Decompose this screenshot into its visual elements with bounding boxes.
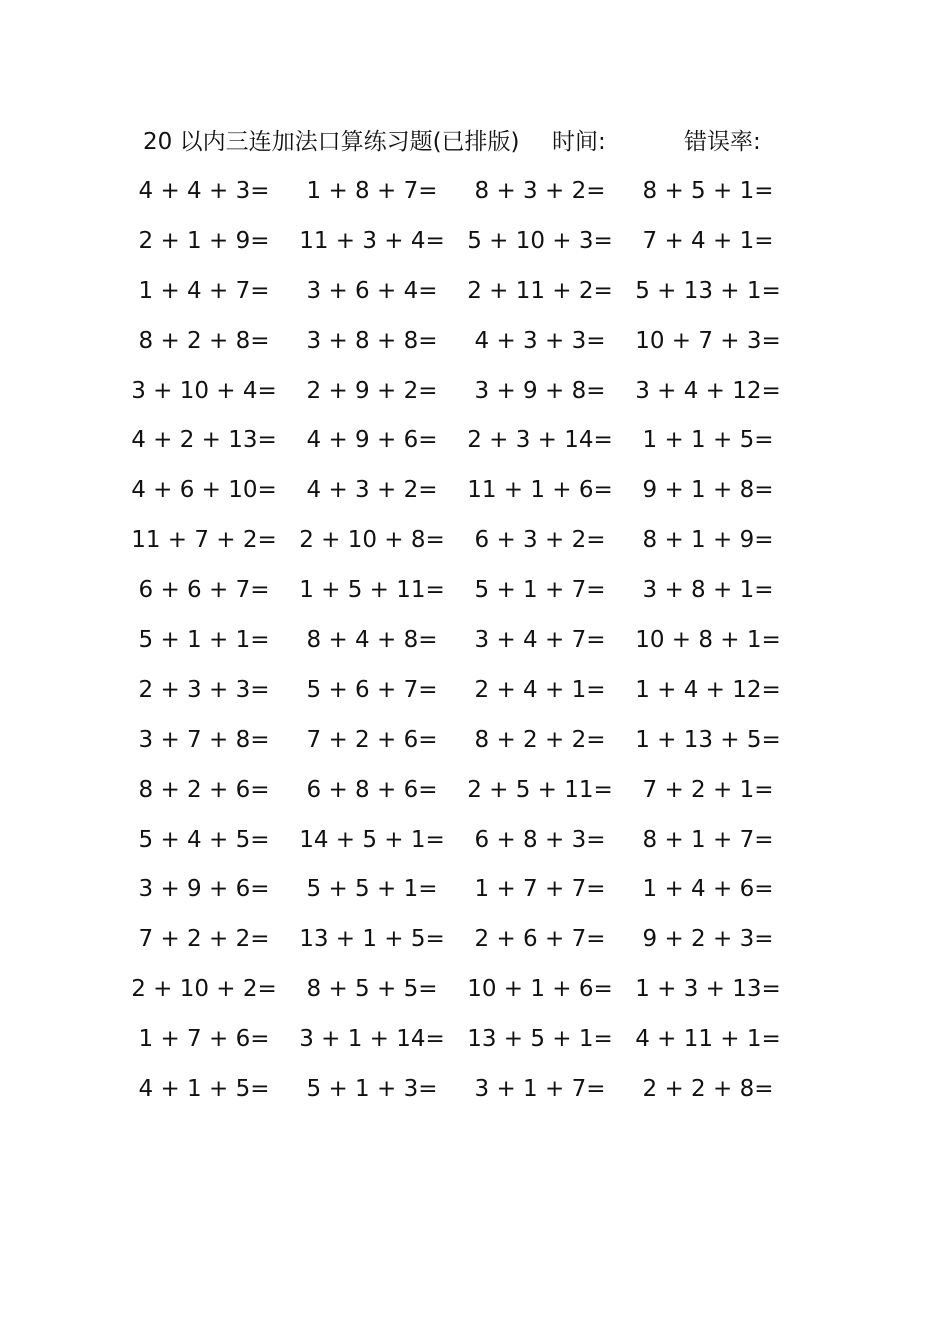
problem-row [120, 773, 800, 823]
math-problem: 1 + 4 + 7= [138, 277, 270, 304]
math-problem: 4 + 9 + 6= [306, 427, 438, 454]
math-problem: 11 + 7 + 2= [131, 527, 277, 554]
math-problem: 10 + 8 + 1= [635, 627, 781, 654]
math-problem: 4 + 4 + 3= [138, 178, 270, 204]
problem-row [120, 673, 800, 723]
problem-row [120, 723, 800, 773]
problem-row [120, 274, 800, 324]
math-problem: 4 + 1 + 5= [138, 1076, 270, 1103]
math-problem: 3 + 9 + 6= [138, 876, 270, 903]
math-problem: 4 + 11 + 1= [635, 1026, 781, 1053]
math-problem: 9 + 2 + 3= [642, 926, 774, 953]
problem-row [120, 623, 800, 673]
problem-row [120, 374, 800, 424]
math-problem: 2 + 4 + 1= [474, 676, 606, 703]
problem-row [120, 423, 800, 473]
math-problem: 5 + 5 + 1= [306, 876, 438, 903]
math-problem: 6 + 8 + 3= [474, 826, 606, 853]
problem-row [120, 224, 800, 274]
math-problem: 13 + 5 + 1= [467, 1026, 613, 1053]
math-problem: 1 + 4 + 12= [635, 676, 781, 703]
problem-row [120, 473, 800, 523]
math-problem: 2 + 3 + 14= [467, 427, 613, 454]
math-problem: 3 + 8 + 8= [306, 327, 438, 354]
math-problem: 7 + 2 + 1= [642, 776, 774, 803]
math-problem: 2 + 10 + 8= [299, 527, 445, 554]
problem-row [120, 1022, 800, 1072]
worksheet-title: 20 以内三连加法口算练习题(已排版) [143, 129, 520, 155]
time-label: 时间: [552, 129, 606, 155]
math-problem: 7 + 4 + 1= [642, 227, 774, 254]
math-problem: 11 + 1 + 6= [467, 477, 613, 504]
math-problem: 1 + 5 + 11= [299, 577, 445, 604]
math-problem: 8 + 4 + 8= [306, 627, 438, 654]
math-problem: 4 + 6 + 10= [131, 477, 277, 504]
math-problem: 4 + 2 + 13= [131, 427, 277, 454]
math-problem: 3 + 6 + 4= [306, 277, 438, 304]
math-problem: 2 + 6 + 7= [474, 926, 606, 953]
math-problem: 3 + 9 + 8= [474, 377, 606, 404]
math-problem: 3 + 1 + 14= [299, 1026, 445, 1053]
math-problem: 4 + 3 + 3= [474, 327, 606, 354]
problem-grid [120, 174, 800, 1122]
math-problem: 8 + 2 + 6= [138, 776, 270, 803]
math-problem: 6 + 3 + 2= [474, 527, 606, 554]
problem-row [120, 324, 800, 374]
math-problem: 1 + 13 + 5= [635, 726, 781, 753]
problem-row [120, 823, 800, 873]
problem-row [120, 174, 800, 224]
problem-row [120, 972, 800, 1022]
math-problem: 5 + 1 + 1= [138, 627, 270, 654]
math-problem: 5 + 10 + 3= [467, 227, 613, 254]
math-problem: 2 + 5 + 11= [467, 776, 613, 803]
math-problem: 3 + 7 + 8= [138, 726, 270, 753]
math-problem: 9 + 1 + 8= [642, 477, 774, 504]
math-problem: 2 + 11 + 2= [467, 277, 613, 304]
math-problem: 11 + 3 + 4= [299, 227, 445, 254]
math-problem: 8 + 2 + 2= [474, 726, 606, 753]
math-problem: 1 + 4 + 6= [642, 876, 774, 903]
math-problem: 1 + 8 + 7= [306, 178, 438, 204]
math-problem: 6 + 8 + 6= [306, 776, 438, 803]
problem-row [120, 922, 800, 972]
math-problem: 8 + 5 + 1= [642, 178, 774, 204]
math-problem: 3 + 4 + 7= [474, 627, 606, 654]
math-problem: 2 + 9 + 2= [306, 377, 438, 404]
math-problem: 8 + 2 + 8= [138, 327, 270, 354]
math-problem: 5 + 6 + 7= [306, 676, 438, 703]
math-problem: 3 + 4 + 12= [635, 377, 781, 404]
math-problem: 7 + 2 + 2= [138, 926, 270, 953]
math-problem: 1 + 7 + 7= [474, 876, 606, 903]
problem-row [120, 872, 800, 922]
error-rate-label: 错误率: [684, 129, 761, 155]
math-problem: 5 + 1 + 7= [474, 577, 606, 604]
math-problem: 8 + 1 + 7= [642, 826, 774, 853]
math-problem: 2 + 1 + 9= [138, 227, 270, 254]
math-problem: 1 + 1 + 5= [642, 427, 774, 454]
problem-row [120, 573, 800, 623]
math-problem: 10 + 1 + 6= [467, 976, 613, 1003]
math-problem: 8 + 1 + 9= [642, 527, 774, 554]
math-problem: 6 + 6 + 7= [138, 577, 270, 604]
math-problem: 4 + 3 + 2= [306, 477, 438, 504]
math-problem: 2 + 10 + 2= [131, 976, 277, 1003]
math-problem: 3 + 1 + 7= [474, 1076, 606, 1103]
math-problem: 1 + 7 + 6= [138, 1026, 270, 1053]
math-problem: 5 + 4 + 5= [138, 826, 270, 853]
math-problem: 14 + 5 + 1= [299, 826, 445, 853]
math-problem: 8 + 5 + 5= [306, 976, 438, 1003]
worksheet-header [143, 126, 783, 158]
math-problem: 5 + 13 + 1= [635, 277, 781, 304]
math-problem: 7 + 2 + 6= [306, 726, 438, 753]
math-problem: 10 + 7 + 3= [635, 327, 781, 354]
math-problem: 2 + 3 + 3= [138, 676, 270, 703]
problem-row [120, 523, 800, 573]
math-problem: 2 + 2 + 8= [642, 1076, 774, 1103]
math-problem: 5 + 1 + 3= [306, 1076, 438, 1103]
math-problem: 3 + 10 + 4= [131, 377, 277, 404]
math-problem: 13 + 1 + 5= [299, 926, 445, 953]
problem-row [120, 1072, 800, 1122]
math-problem: 8 + 3 + 2= [474, 178, 606, 204]
math-problem: 1 + 3 + 13= [635, 976, 781, 1003]
math-problem: 3 + 8 + 1= [642, 577, 774, 604]
